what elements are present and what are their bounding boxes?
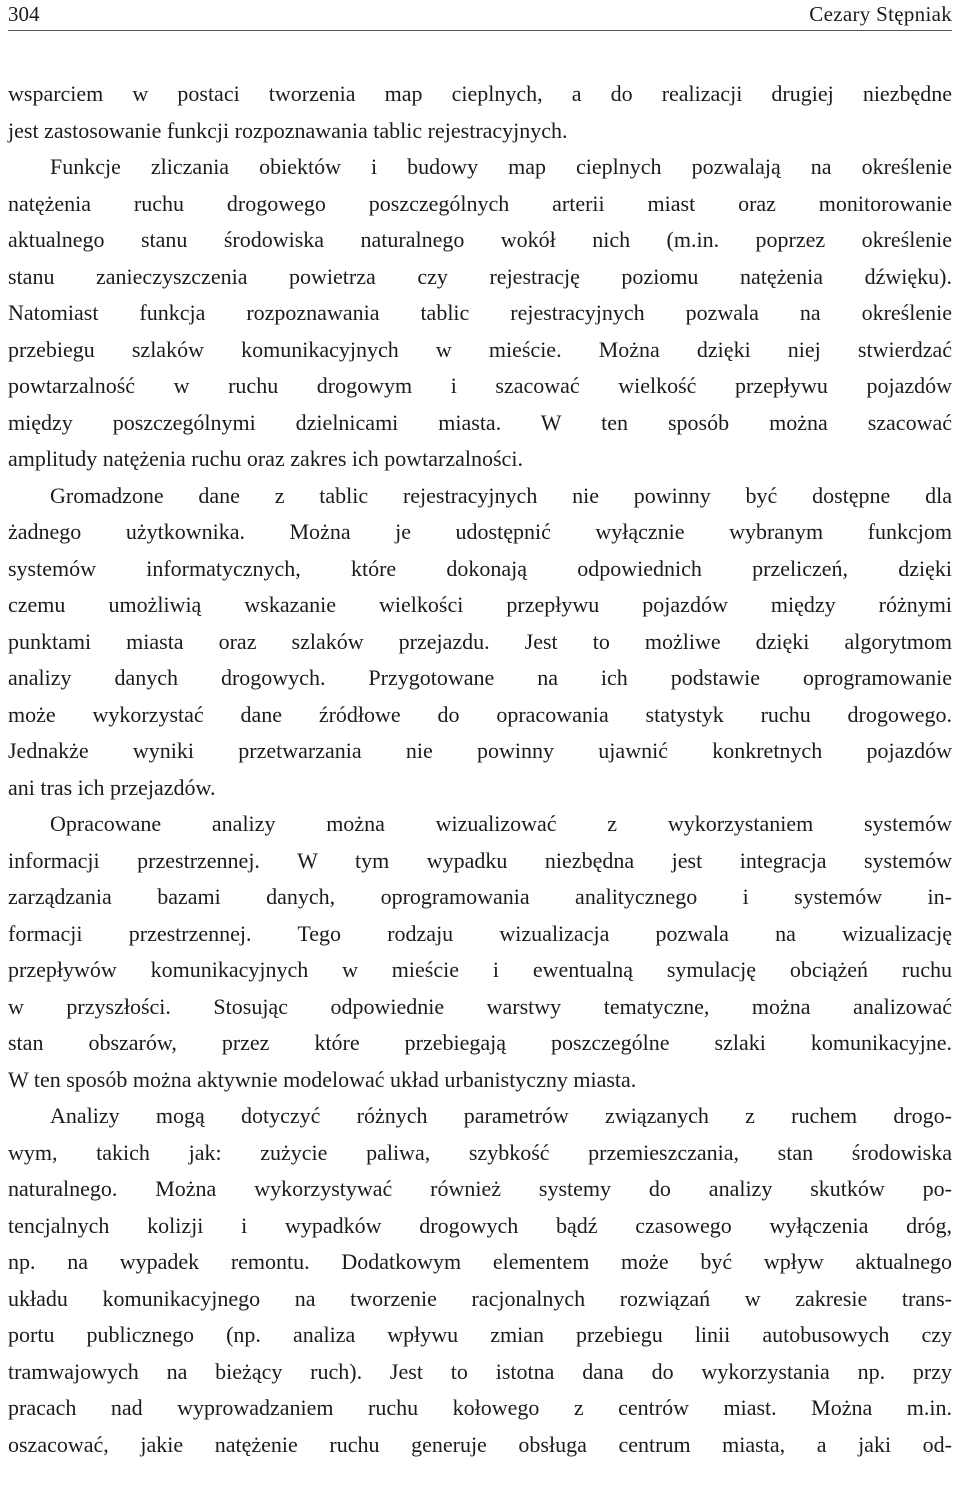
page-number: 304 xyxy=(8,2,40,26)
text-line: zarządzania bazami danych, oprogramowania analitycznego i systemów in- xyxy=(8,884,952,909)
text-line: Opracowane analizy można wizualizować z wykorzystaniem systemów xyxy=(50,811,952,836)
text-line: przebiegu szlaków komunikacyjnych w mieście. Można dzięki niej stwierdzać xyxy=(8,336,952,362)
text-line: Gromadzone dane z tablic rejestracyjnych nie powinny być dostępne dla xyxy=(50,482,952,508)
text-line: oszacować, jakie natężenie ruchu generuje obsługa centrum miasta, a jaki od- xyxy=(8,1431,952,1457)
text-line: czemu umożliwią wskazanie wielkości przepływu pojazdów między różnymi xyxy=(8,592,952,617)
text-line: np. na wypadek remontu. Dodatkowym elementem może być wpływ aktualnego xyxy=(8,1249,952,1274)
paragraph xyxy=(8,149,952,478)
text-line: W ten sposób można aktywnie modelować układ urbanistyczny miasta. xyxy=(8,1066,637,1092)
text-line: wym, takich jak: zużycie paliwa, szybkość przemieszczania, stan środowiska xyxy=(8,1139,952,1165)
text-line: powtarzalność w ruchu drogowym i szacować wielkość przepływu pojazdów xyxy=(8,373,952,398)
text-line: Analizy mogą dotyczyć różnych parametrów związanych z ruchem drogo- xyxy=(50,1103,952,1128)
text-line: może wykorzystać dane źródłowe do opracowania statystyk ruchu drogowego. xyxy=(8,701,952,727)
paragraph xyxy=(8,76,952,149)
text-line: natężenia ruchu drogowego poszczególnych arterii miast oraz monitorowanie xyxy=(8,190,952,216)
running-header xyxy=(8,0,952,31)
text-line: tramwajowych na bieżący ruch). Jest to istotna dana do wykorzystania np. przy xyxy=(8,1358,952,1384)
text-line: stanu zanieczyszczenia powietrza czy rejestrację poziomu natężenia dźwięku). xyxy=(8,263,952,289)
paragraph xyxy=(8,806,952,1098)
body-text xyxy=(8,76,952,1463)
text-line: formacji przestrzennej. Tego rodzaju wizualizacja pozwala na wizualizację xyxy=(8,920,952,946)
text-line: między poszczególnymi dzielnicami miasta. W ten sposób można szacować xyxy=(8,409,952,435)
text-line: w przyszłości. Stosując odpowiednie warstwy tematyczne, można analizować xyxy=(8,993,952,1019)
paragraph xyxy=(8,1098,952,1463)
text-line: informacji przestrzennej. W tym wypadku niezbędna jest integracja systemów xyxy=(8,847,952,873)
text-line: systemów informatycznych, które dokonają odpowiednich przeliczeń, dzięki xyxy=(8,555,952,581)
text-line: wsparciem w postaci tworzenia map cieplnych, a do realizacji drugiej niezbędne xyxy=(8,81,952,106)
text-line: portu publicznego (np. analiza wpływu zmian przebiegu linii autobusowych czy xyxy=(8,1322,952,1347)
text-line: punktami miasta oraz szlaków przejazdu. Jest to możliwe dzięki algorytmom xyxy=(8,628,952,654)
text-line: jest zastosowanie funkcji rozpoznawania tablic rejestracyjnych. xyxy=(8,117,568,143)
text-line: amplitudy natężenia ruchu oraz zakres ich powtarzalności. xyxy=(8,446,523,471)
text-line: Funkcje zliczania obiektów i budowy map cieplnych pozwalają na określenie xyxy=(50,154,952,179)
running-head-author: Cezary Stępniak xyxy=(809,2,952,26)
text-line: Jednakże wyniki przetwarzania nie powinny ujawnić konkretnych pojazdów xyxy=(8,738,952,763)
paragraph xyxy=(8,478,952,807)
text-line: przepływów komunikacyjnych w mieście i ewentualną symulację obciążeń ruchu xyxy=(8,957,952,982)
text-line: aktualnego stanu środowiska naturalnego wokół nich (m.in. poprzez określenie xyxy=(8,227,952,252)
text-line: żadnego użytkownika. Można je udostępnić wyłącznie wybranym funkcjom xyxy=(8,519,952,544)
text-line: naturalnego. Można wykorzystywać również systemy do analizy skutków po- xyxy=(8,1176,952,1201)
text-line: ani tras ich przejazdów. xyxy=(8,774,216,800)
text-line: tencjalnych kolizji i wypadków drogowych bądź czasowego wyłączenia dróg, xyxy=(8,1212,952,1238)
text-line: stan obszarów, przez które przebiegają poszczególne szlaki komunikacyjne. xyxy=(8,1030,952,1055)
text-line: Natomiast funkcja rozpoznawania tablic rejestracyjnych pozwala na określenie xyxy=(8,300,952,325)
text-line: układu komunikacyjnego na tworzenie racjonalnych rozwiązań w zakresie trans- xyxy=(8,1285,952,1311)
text-line: analizy danych drogowych. Przygotowane na ich podstawie oprogramowanie xyxy=(8,665,952,690)
text-line: pracach nad wyprowadzaniem ruchu kołowego z centrów miast. Można m.in. xyxy=(8,1395,952,1420)
